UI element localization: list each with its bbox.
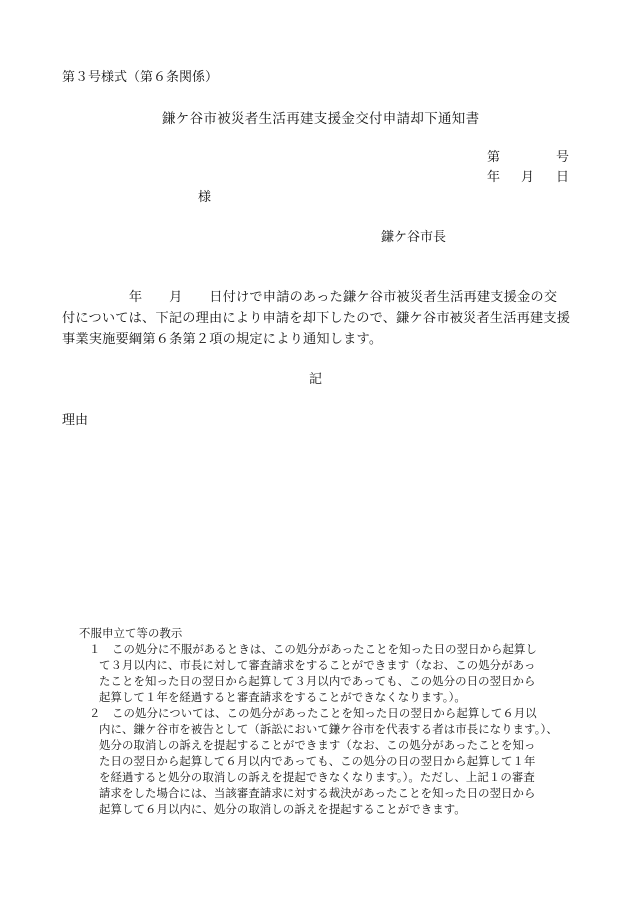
issuer-name: 鎌ケ谷市長 <box>381 230 447 245</box>
document-number-suffix: 号 <box>556 150 570 165</box>
addressee-suffix: 様 <box>198 190 212 205</box>
ki-heading: 記 <box>309 372 323 387</box>
notice-line: １ この処分に不服があるときは、この処分があったことを知った日の翌日から起算し <box>89 642 538 656</box>
notice-line: 内に、鎌ケ谷市を被告として（訴訟において鎌ケ谷市を代表する者は市長になります。）、 <box>99 722 558 736</box>
body-line: 事業実施要綱第６条第２項の規定により通知します。 <box>62 332 383 347</box>
notice-line: 起算して６月以内に、処分の取消しの訴えを提起することができます。 <box>99 802 466 816</box>
notice-title: 不服申立て等の教示 <box>79 626 183 640</box>
date-month-label: 月 <box>521 170 535 185</box>
notice-line: 処分の取消しの訴えを提起することができます（なお、この処分があったことを知っ <box>99 738 536 752</box>
notice-line: た日の翌日から起算して６月以内であっても、この処分の日の翌日から起算して１年 <box>99 754 536 768</box>
form-label: 第３号様式（第６条関係） <box>62 70 219 85</box>
notice-line: て３月以内に、市長に対して審査請求をすることができます（なお、この処分があっ <box>99 658 536 672</box>
body-line: 付については、下記の理由により申請を却下したので、鎌ケ谷市被災者生活再建支援 <box>62 311 571 326</box>
notice-line: たことを知った日の翌日から起算して３月以内であっても、この処分の日の翌日から <box>99 674 536 688</box>
reason-label: 理由 <box>62 413 89 428</box>
date-day-label: 日 <box>556 170 570 185</box>
notice-line: を経過すると処分の取消しの訴えを提起できなくなります。）。ただし、上記１の審査 <box>99 770 535 784</box>
date-year-label: 年 <box>487 170 501 185</box>
body-line: 年 月 日付けで申請のあった鎌ケ谷市被災者生活再建支援金の交 <box>62 290 558 305</box>
document-title: 鎌ケ谷市被災者生活再建支援金交付申請却下通知書 <box>162 111 480 127</box>
document-number-prefix: 第 <box>487 150 501 165</box>
notice-line: 起算して１年を経過すると審査請求をすることができなくなります。）。 <box>99 690 466 704</box>
notice-line: 請求をした場合には、当該審査請求に対する裁決があったことを知った日の翌日から <box>99 786 536 800</box>
notice-line: ２ この処分については、この処分があったことを知った日の翌日から起算して６月以 <box>89 706 537 720</box>
